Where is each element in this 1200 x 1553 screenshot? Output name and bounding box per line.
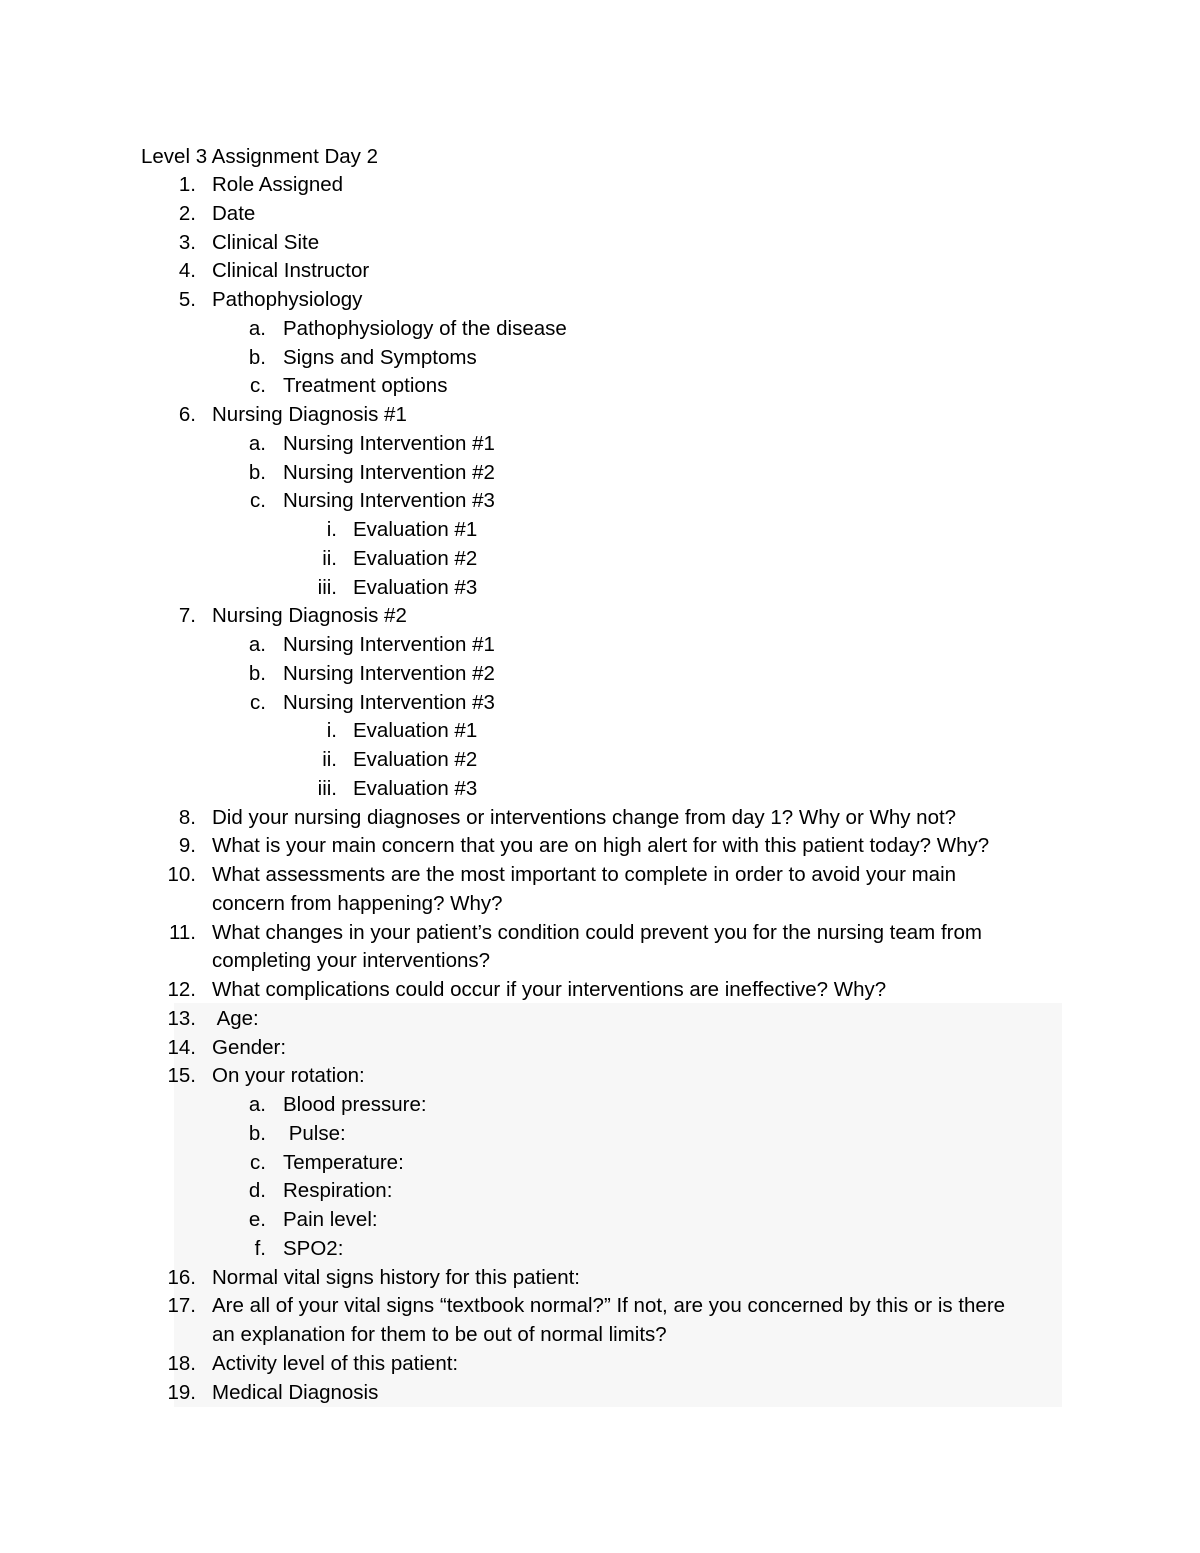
list-item-text: Date — [212, 202, 256, 225]
list-item-text: Nursing Intervention #2 — [283, 662, 495, 685]
list-item-text: Gender: — [212, 1036, 287, 1059]
list-marker: 11. — [169, 921, 196, 944]
list-item-text: Treatment options — [283, 374, 448, 397]
list-marker: ii. — [322, 748, 337, 771]
list-item-text: SPO2: — [283, 1237, 344, 1260]
list-marker: 9. — [178, 834, 196, 857]
list-marker: 17. — [167, 1294, 196, 1317]
list-item-text: Evaluation #2 — [353, 748, 478, 771]
list-item-text: Pulse: — [283, 1122, 346, 1145]
list-item-text: Nursing Intervention #3 — [283, 489, 495, 512]
list-marker: a. — [248, 317, 266, 340]
list-marker: 2. — [178, 202, 196, 225]
list-marker: e. — [248, 1208, 266, 1231]
list-marker: b. — [248, 662, 266, 685]
list-marker: 14. — [167, 1036, 196, 1059]
list-item-text: Nursing Intervention #1 — [283, 432, 495, 455]
list-item-continuation: completing your interventions? — [212, 949, 491, 972]
list-item-text: Nursing Diagnosis #1 — [212, 403, 407, 426]
list-item-text: What is your main concern that you are on high alert for with this patient today? Why? — [212, 834, 990, 857]
list-item-text: Signs and Symptoms — [283, 346, 477, 369]
list-item-text: What complications could occur if your interventions are ineffective? Why? — [212, 978, 887, 1001]
list-item-text: On your rotation: — [212, 1064, 365, 1087]
list-item-text: Pathophysiology of the disease — [283, 317, 567, 340]
list-item-continuation: concern from happening? Why? — [212, 892, 503, 915]
list-marker: 12. — [167, 978, 196, 1001]
list-marker: i. — [326, 719, 337, 742]
list-item-text: Evaluation #1 — [353, 719, 478, 742]
list-item-text: Activity level of this patient: — [212, 1352, 459, 1375]
list-item-text: Normal vital signs history for this patient: — [212, 1266, 580, 1289]
list-item-text: Clinical Instructor — [212, 259, 370, 282]
list-item-text: Pain level: — [283, 1208, 378, 1231]
list-item-text: Nursing Intervention #1 — [283, 633, 495, 656]
list-marker: f. — [254, 1237, 266, 1260]
list-marker: 8. — [178, 806, 196, 829]
list-marker: 15. — [167, 1064, 196, 1087]
list-item-text: Nursing Diagnosis #2 — [212, 604, 407, 627]
list-item-text: Medical Diagnosis — [212, 1381, 379, 1404]
list-marker: 16. — [167, 1266, 196, 1289]
list-marker: iii. — [317, 777, 337, 800]
list-marker: ii. — [322, 547, 337, 570]
list-item-text: Evaluation #2 — [353, 547, 478, 570]
list-marker: 1. — [178, 173, 196, 196]
list-marker: c. — [250, 691, 266, 714]
list-marker: 4. — [178, 259, 196, 282]
list-item-text: Age: — [212, 1007, 259, 1030]
list-marker: a. — [248, 432, 266, 455]
list-item-text: Clinical Site — [212, 231, 320, 254]
list-marker: c. — [250, 1151, 266, 1174]
list-item-text: What assessments are the most important to complete in order to avoid your main — [212, 863, 957, 886]
list-marker: b. — [248, 1122, 266, 1145]
list-item-text: Evaluation #3 — [353, 576, 478, 599]
list-marker: iii. — [317, 576, 337, 599]
list-marker: c. — [250, 489, 266, 512]
list-marker: b. — [248, 346, 266, 369]
list-marker: a. — [248, 1093, 266, 1116]
list-marker: 10. — [167, 863, 196, 886]
list-marker: 18. — [167, 1352, 196, 1375]
list-item-text: Nursing Intervention #2 — [283, 461, 495, 484]
list-item-text: Did your nursing diagnoses or interventions change from day 1? Why or Why not? — [212, 806, 957, 829]
list-marker: i. — [326, 518, 337, 541]
list-marker: 13. — [167, 1007, 196, 1030]
list-item-text: Are all of your vital signs “textbook normal?” If not, are you concerned by this or is there — [212, 1294, 1006, 1317]
list-item-text: Evaluation #3 — [353, 777, 478, 800]
list-item-text: Role Assigned — [212, 173, 344, 196]
list-marker: b. — [248, 461, 266, 484]
list-item-text: Temperature: — [283, 1151, 404, 1174]
list-item-text: Respiration: — [283, 1179, 393, 1202]
list-marker: d. — [248, 1179, 266, 1202]
list-item-text: Blood pressure: — [283, 1093, 427, 1116]
list-marker: a. — [248, 633, 266, 656]
list-marker: 7. — [178, 604, 196, 627]
list-item-text: Evaluation #1 — [353, 518, 478, 541]
list-item-text: What changes in your patient’s condition could prevent you for the nursing team from — [212, 921, 982, 944]
list-marker: c. — [250, 374, 266, 397]
list-item-text: Pathophysiology — [212, 288, 363, 311]
list-marker: 6. — [178, 403, 196, 426]
list-marker: 3. — [178, 231, 196, 254]
list-marker: 5. — [178, 288, 196, 311]
list-marker: 19. — [167, 1381, 196, 1404]
list-item-continuation: an explanation for them to be out of normal limits? — [212, 1323, 667, 1346]
document-title: Level 3 Assignment Day 2 — [141, 145, 379, 168]
list-item-text: Nursing Intervention #3 — [283, 691, 495, 714]
